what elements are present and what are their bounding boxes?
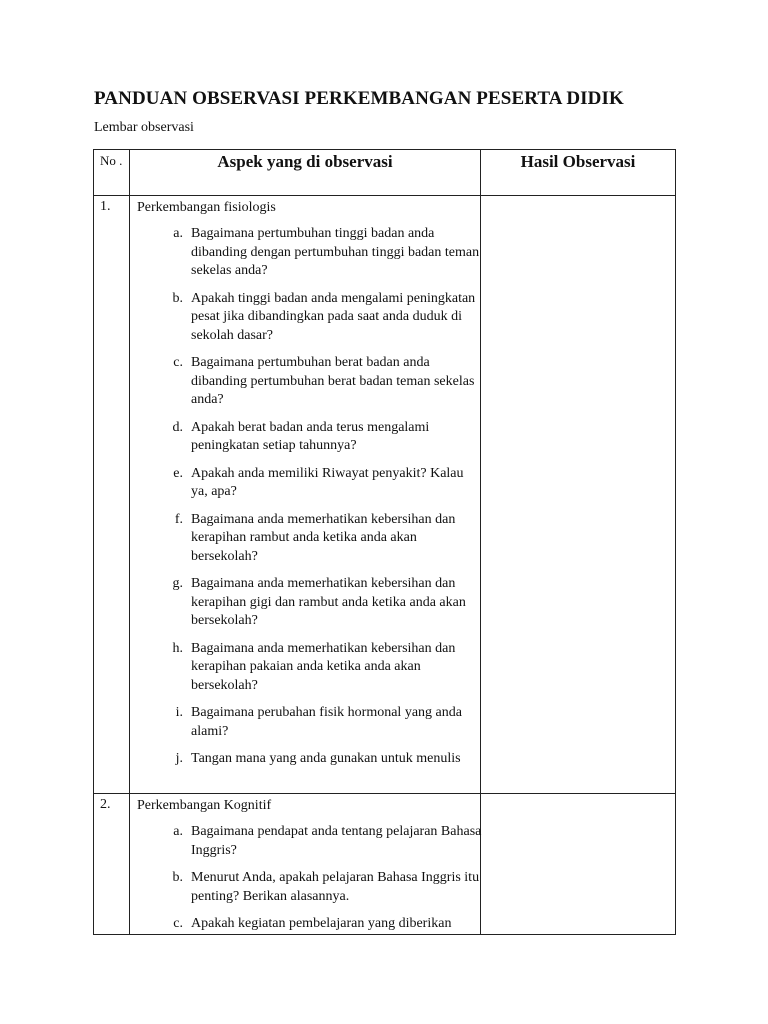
question-letter: j. xyxy=(175,751,183,766)
question-letter: a. xyxy=(173,824,183,839)
question-item xyxy=(137,465,474,502)
header-no: No . xyxy=(94,150,130,196)
header-result: Hasil Observasi xyxy=(481,150,676,196)
question-letter: i. xyxy=(175,705,183,720)
question-text: Tangan mana yang anda gunakan untuk menulis xyxy=(191,751,461,766)
question-text: Apakah tinggi badan anda mengalami peningkatan pesat jika dibandingkan pada saat anda duduk di sekolah dasar? xyxy=(191,290,476,343)
question-item xyxy=(137,225,480,281)
question-letter: h. xyxy=(172,640,183,656)
result-cell[interactable] xyxy=(481,196,676,794)
question-text: Bagaimana pertumbuhan berat badan anda dibanding pertumbuhan berat badan teman sekelas anda? xyxy=(191,355,475,407)
question-text: Apakah kegiatan pembelajaran yang diberikan xyxy=(191,916,452,931)
document-subtitle: Lembar observasi xyxy=(94,120,194,135)
question-letter: b. xyxy=(172,290,183,306)
table-header-row xyxy=(94,150,676,196)
question-item xyxy=(137,575,474,631)
question-text: Bagaimana pertumbuhan tinggi badan anda dibanding dengan pertumbuhan tinggi badan teman sekelas anda? xyxy=(191,226,480,278)
question-letter: f. xyxy=(174,511,183,527)
table-row xyxy=(94,196,676,794)
header-aspect: Aspek yang di observasi xyxy=(130,150,481,196)
question-text: Bagaimana anda memerhatikan kebersihan dan kerapihan pakaian anda ketika anda akan bersekolah? xyxy=(191,640,456,693)
section-title: Perkembangan fisiologis xyxy=(137,200,276,215)
question-text: Apakah berat badan anda terus mengalami peningkatan setiap tahunnya? xyxy=(191,419,430,453)
section-title: Perkembangan Kognitif xyxy=(137,798,272,813)
row-number: 2. xyxy=(94,794,130,935)
question-item xyxy=(137,915,474,934)
question-item xyxy=(137,511,474,567)
row-number: 1. xyxy=(94,196,130,794)
question-letter: e. xyxy=(173,465,183,481)
question-letter: b. xyxy=(172,870,183,885)
question-letter: c. xyxy=(173,916,183,931)
question-text: Bagaimana anda memerhatikan kebersihan dan kerapihan rambut anda ketika anda akan bersekolah? xyxy=(191,511,456,564)
question-letter: a. xyxy=(173,226,183,241)
question-item xyxy=(137,823,482,860)
question-item xyxy=(137,750,474,769)
question-text: Bagaimana pendapat anda tentang pelajaran Bahasa Inggris? xyxy=(191,824,482,858)
question-item xyxy=(137,869,480,906)
question-item xyxy=(137,704,474,741)
question-text: Apakah anda memiliki Riwayat penyakit? Kalau ya, apa? xyxy=(191,465,464,499)
question-letter: d. xyxy=(172,419,183,435)
aspect-cell xyxy=(130,794,481,935)
document-title: PANDUAN OBSERVASI PERKEMBANGAN PESERTA DIDIK xyxy=(94,88,624,109)
observation-table xyxy=(93,149,676,935)
question-text: Bagaimana anda memerhatikan kebersihan dan kerapihan gigi dan rambut anda ketika anda akan bersekolah? xyxy=(191,576,466,628)
result-cell[interactable] xyxy=(481,794,676,935)
aspect-cell xyxy=(130,196,481,794)
question-text: Menurut Anda, apakah pelajaran Bahasa Inggris itu penting? Berikan alasannya. xyxy=(191,870,480,904)
question-item xyxy=(137,354,474,410)
question-letter: c. xyxy=(173,355,183,370)
question-item xyxy=(137,290,474,346)
question-item xyxy=(137,419,474,456)
question-item xyxy=(137,640,474,696)
table-row xyxy=(94,794,676,935)
question-text: Bagaimana perubahan fisik hormonal yang anda alami? xyxy=(191,705,462,739)
question-letter: g. xyxy=(172,576,183,591)
